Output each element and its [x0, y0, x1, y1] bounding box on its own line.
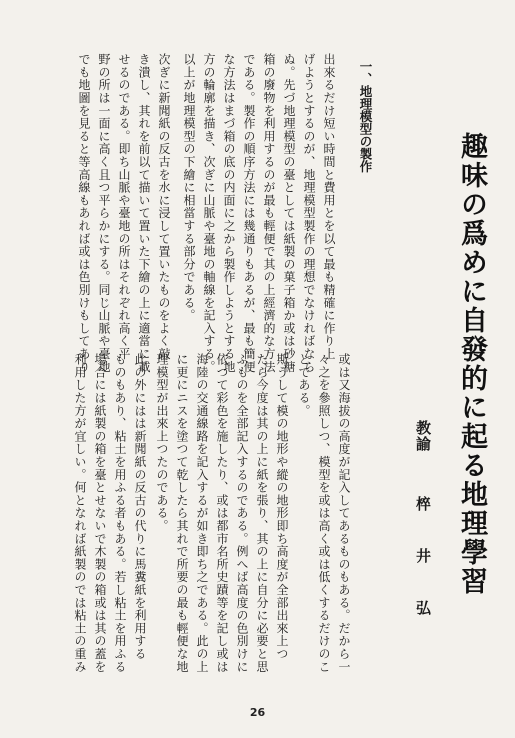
section-heading: 一、地理模型の製作 — [358, 60, 373, 173]
body-column: な方法はまづ箱の底の内面に之から製作しようとする地 — [222, 53, 236, 373]
body-column: に更にニスを塗つて乾したら其れで所要の最も輕便な地 — [175, 353, 189, 673]
body-column: ものもあり、粘土を用ふる者もある。若し粘土を用ふる — [113, 353, 127, 673]
body-column: でも地圖を見ると等高線もあれば或は色別けもしてあり — [77, 53, 91, 373]
body-column: 出來るだけ短い時間と費用とを以て最も精確に作り上 — [322, 53, 336, 361]
body-column: 場合には紙製の箱を臺とせないで木製の箱或は其の蓋を — [93, 353, 107, 673]
body-column: である。製作の順序方法には幾通りもあるが、最も簡便 — [242, 53, 256, 373]
body-column: 理模型が出來上つたのである。 — [155, 353, 169, 533]
body-column: 或は又海拔の高度が記入してあるものもある。だから一 — [337, 353, 351, 673]
body-column: 箱の廢物を利用するのが最も輕便で其の上經濟的な方法 — [262, 53, 276, 373]
body-column: ふものを全部記入するのである。例へば高度の色別けに — [235, 353, 249, 673]
body-column: 以上が地理模型の下繪に相當する部分である。 — [182, 53, 196, 322]
body-column: き潰し、其れを前以て描いて置いた下繪の上に適當に載 — [137, 53, 151, 373]
body-column: 方の輪廓を描き、次ぎに山脈や臺地の軸線を記入する。 — [202, 53, 216, 373]
body-column: せるのである。即ち山脈や臺地の所はそれぞれ高く平 — [117, 53, 131, 361]
body-column: 此の外にはは新聞紙の反古の代りに馬糞紙を利用する — [133, 353, 147, 661]
author-name-given: 弘 — [414, 600, 432, 616]
body-column: ぬ。先づ地理模型の臺としては紙製の菓子箱か或は砂糖 — [282, 53, 296, 373]
body-column: げようとするのが、地理模型製作の理想でなければなら — [302, 53, 316, 373]
author-name-family: 椊 — [414, 496, 432, 512]
article-title: 趣味の爲めに自發的に起る地理學習 — [456, 132, 487, 596]
body-column: 利用した方が宜しい。何となれば紙製のでは粘土の重み — [73, 353, 87, 673]
body-column: 斯うして模の地形や縱の地形即ち高度が全部出來上つ — [275, 353, 289, 661]
body-column: 依つて彩色を施したり、或は都市名所史蹟等を記し或は — [215, 353, 229, 673]
body-column: 次ぎに新聞紙の反古を水に浸して置いたものをよく敲 — [157, 53, 171, 361]
body-column: 野の所は一面に高く且つ平らかにする。同じ山脈や臺地 — [97, 53, 111, 373]
author-name-mid: 井 — [414, 548, 432, 564]
body-column: とである。 — [297, 353, 311, 417]
body-column: たら今度は其の上に紙を張り、其の上に自分に必要と思 — [255, 353, 269, 673]
author-line — [415, 420, 430, 680]
author-role: 教諭 — [414, 420, 432, 452]
body-column: 々之を參照しつ、模型を或は高く或は低くするだけのこ — [317, 353, 331, 673]
page-number: 26 — [249, 706, 266, 719]
body-column: 海陸の交通線路を記入するが如き即ち之である。此の上 — [195, 353, 209, 673]
